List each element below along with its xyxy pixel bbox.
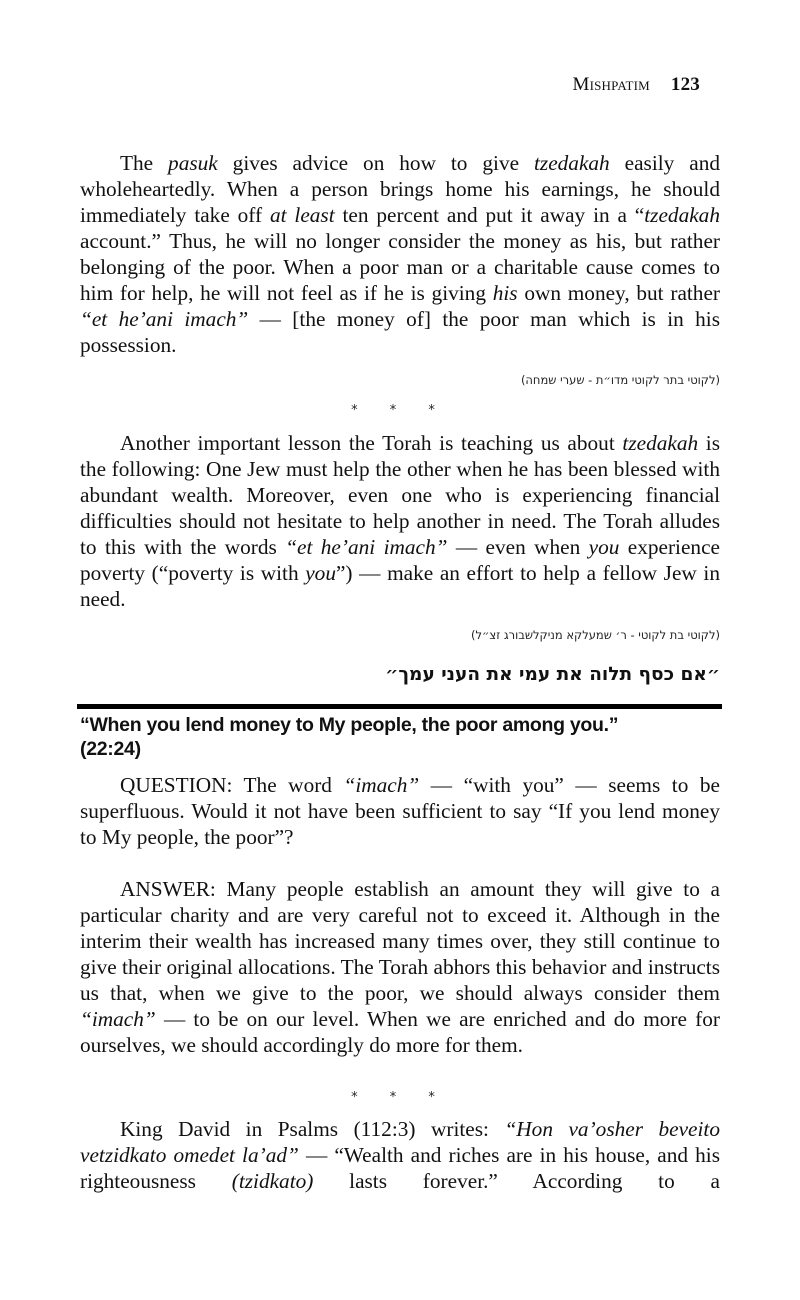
paragraph-question <box>80 772 720 850</box>
paragraph-pasuk-advice <box>80 150 720 358</box>
paragraph-king-david <box>80 1116 720 1194</box>
verse-reference: (22:24) <box>80 738 141 760</box>
body-paragraph: QUESTION: The word “imach” — “with you” — seems to be superfluous. Would it not have been sufficient to say “If you lend money to My people, the poor”? <box>80 773 721 849</box>
section-divider: * * * <box>351 403 449 418</box>
body-paragraph: Another important lesson the Torah is teaching us about tzedakah is the following: One Jew must help the other when he has been blessed with abundant wealth. Moreover, even one who is experiencing financial difficulties should not hesitate to help another in need. The Torah alludes to this with the words “et he’ani imach” — even when you experience poverty (“poverty is with you”) — make an effort to help a fellow Jew in need. <box>80 431 721 611</box>
hebrew-citation: (לקוטי בת לקוטי - ר׳ שמעלקא מניקלשבורג זצ״ל) <box>470 628 720 642</box>
page-number: 123 <box>670 74 700 95</box>
heading-rule <box>77 704 722 709</box>
section-title: Mishpatim <box>572 74 650 95</box>
hebrew-verse-heading: ״אם כסף תלוה את עמי את העני עמך״ <box>385 664 720 685</box>
paragraph-answer <box>80 876 720 1058</box>
body-paragraph: ANSWER: Many people establish an amount they will give to a particular charity and are very careful not to exceed it. Although in the interim their wealth has increased many times over, they still continue to give their original allocations. The Torah abhors this behavior and instructs us that, when we give to the poor, we should always consider them “imach” — to be on our level. When we are enriched and do more for ourselves, we should accordingly do more for them. <box>80 877 720 1057</box>
section-divider: * * * <box>351 1090 449 1105</box>
running-head <box>572 74 700 96</box>
body-paragraph: The pasuk gives advice on how to give tzedakah easily and wholeheartedly. When a person brings home his earnings, he should immediately take off at least ten percent and put it away in a “tzedakah account.” Thus, he will no longer consider the money as his, but rather belonging of the poor. When a poor man or a charitable cause comes to him for help, he will not feel as if he is giving his own money, but rather “et he’ani imach” — [the money of] the poor man which is in his possession. <box>80 151 721 357</box>
verse-heading <box>80 713 720 761</box>
verse-title: “When you lend money to My people, the poor among you.” <box>80 714 619 736</box>
hebrew-citation: (לקוטי בתר לקוטי מדו״ת - שערי שמחה) <box>520 373 720 387</box>
body-paragraph: King David in Psalms (112:3) writes: “Hon va’osher beveito vetzidkato omedet la’ad” — “Wealth and riches are in his house, and his righteousness (tzidkato) lasts forever.” According to a <box>80 1117 720 1193</box>
paragraph-important-lesson <box>80 430 720 612</box>
